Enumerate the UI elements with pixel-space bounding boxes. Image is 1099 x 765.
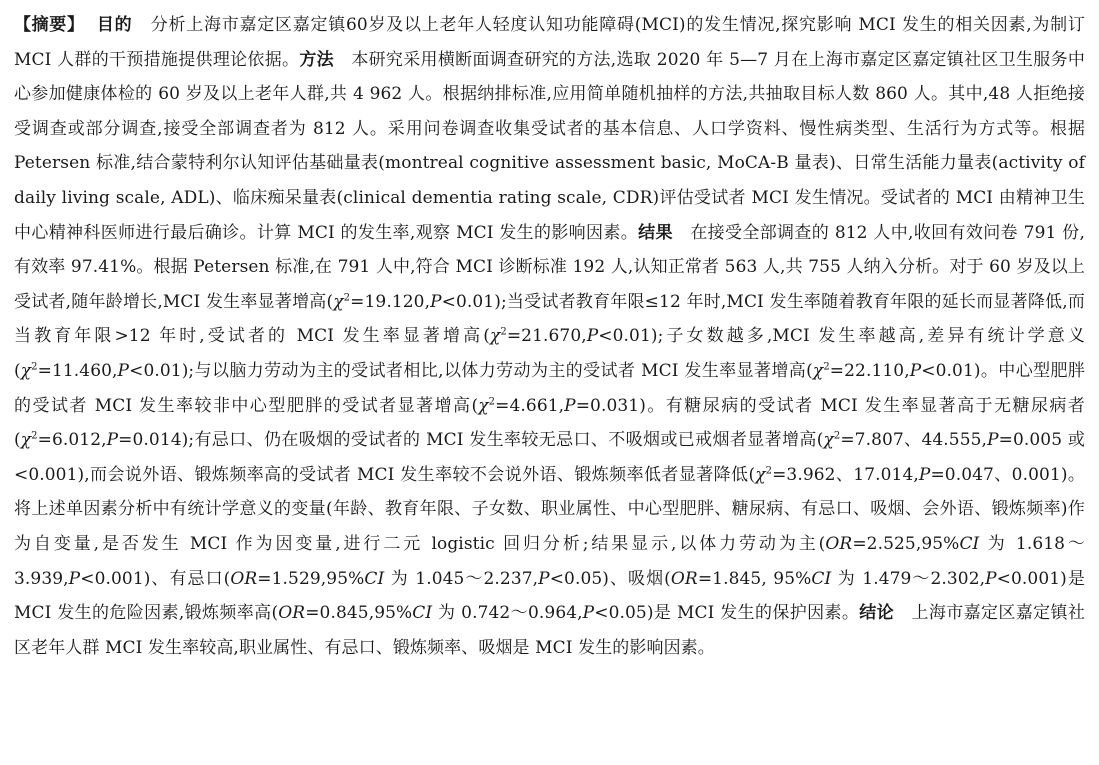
objective-text: 分析上海市嘉定区嘉定镇60岁及以上老年人轻度认知功能障碍(MCI)的发生情况,探究影响 MCI 发生的相关因素,为制订 MCI 人群的干预措施提供理论依据。 <box>14 15 1085 70</box>
results-text-3: <0.01);子女数越多,MCI 发生率越高,差异有统计学意义( <box>14 326 1085 381</box>
results-heading: 结果 <box>638 222 673 243</box>
methods-heading: 方法 <box>299 49 334 70</box>
chi-value-4: =22.110, <box>829 360 910 381</box>
chi-value-6: =6.012, <box>37 430 107 451</box>
chi-symbol: χ <box>489 326 501 347</box>
chi-value-7: =7.807、44.555, <box>840 430 988 451</box>
chi-superscript: 2 <box>765 465 773 477</box>
p-symbol: P <box>538 568 550 589</box>
chi-symbol: χ <box>20 430 32 451</box>
chi-value-8: =3.962、17.014, <box>772 464 919 485</box>
or-tail-2: <0.05)、吸烟( <box>549 568 671 589</box>
chi-value-2: =21.670, <box>506 326 587 347</box>
results-text-9: =0.047、0.001)。将上述单因素分析中有统计学意义的变量(年龄、教育年限、子女数、职业属性、中心型肥胖、糖尿病、有忌口、吸烟、会外语、锻炼频率)作为自变量,是否发生 MCI 作为因变量,进行二元 logistic 回归分析;结果显示,以体力劳动为主( <box>14 464 1085 554</box>
ci-symbol: CI <box>811 568 832 589</box>
or-value-3: =1.845, 95% <box>697 568 812 589</box>
or-value-2: =1.529,95% <box>257 568 365 589</box>
chi-value-5: =4.661, <box>495 395 565 416</box>
abstract-paragraph <box>14 8 1085 665</box>
objective-heading: 目的 <box>96 15 133 35</box>
ci-symbol: CI <box>364 568 385 589</box>
p-symbol: P <box>985 568 997 589</box>
ci-symbol: CI <box>959 533 980 554</box>
results-text-1: 在接受全部调查的 812 人中,收回有效问卷 791 份,有效率 97.41%。根据 Petersen 标准,在 791 人中,符合 MCI 诊断标准 192 人,认知正常者 563 人,共 755 人纳入分析。对于 60 岁及以上受试者,随年龄增长,MCI 发生率显著增高( <box>14 222 1086 312</box>
ci-symbol: CI <box>412 603 433 624</box>
p-symbol: P <box>106 430 119 451</box>
or-symbol: OR <box>670 568 698 589</box>
chi-superscript: 2 <box>823 361 830 373</box>
results-text-5: <0.01)。中心型肥胖的受试者 MCI 发生率较非中心型肥胖的受试者显著增高( <box>14 360 1085 416</box>
results-text-8: =0.005 或<0.001),而会说外语、锻炼频率高的受试者 MCI 发生率较不会说外语、锻炼频率低者显著降低( <box>14 430 1085 485</box>
or-symbol: OR <box>230 568 258 589</box>
or-symbol: OR <box>825 533 853 554</box>
chi-superscript: 2 <box>31 430 38 442</box>
chi-superscript: 2 <box>343 292 351 304</box>
chi-superscript: 2 <box>500 326 507 338</box>
conclusion-text: 上海市嘉定区嘉定镇社区老年人群 MCI 发生率较高,职业属性、有忌口、锻炼频率、吸烟是 MCI 发生的影响因素。 <box>14 603 1086 658</box>
or-value-1: =2.525,95% <box>852 533 960 554</box>
p-symbol: P <box>430 291 442 312</box>
chi-symbol: χ <box>333 291 344 312</box>
chi-superscript: 2 <box>488 395 496 407</box>
or-tail-3: <0.001)是 MCI 发生的危险因素,锻炼频率高( <box>14 568 1085 624</box>
p-symbol: P <box>918 464 931 485</box>
chi-symbol: χ <box>20 360 32 381</box>
or-value-4: =0.845,95% <box>305 603 413 624</box>
chi-value-1: =19.120, <box>350 291 431 312</box>
chi-symbol: χ <box>755 464 766 485</box>
chi-symbol: χ <box>823 430 834 451</box>
p-symbol: P <box>68 568 81 589</box>
or-symbol: OR <box>278 603 306 624</box>
p-symbol: P <box>586 326 599 347</box>
abstract-tag: 【摘要】 <box>14 15 85 35</box>
or-tail-1: <0.001)、有忌口( <box>80 568 231 589</box>
results-text-6: =0.031)。有糖尿病的受试者 MCI 发生率显著高于无糖尿病者( <box>14 395 1086 451</box>
p-symbol: P <box>909 360 922 381</box>
ci-range-4: 为 0.742～0.964, <box>432 603 583 624</box>
or-tail-4: <0.05)是 MCI 发生的保护因素。 <box>594 603 860 624</box>
p-symbol: P <box>117 360 130 381</box>
results-text-2: <0.01);当受试者教育年限≤12 年时,MCI 发生率随着教育年限的延长而显著降低,而当教育年限>12 年时,受试者的 MCI 发生率显著增高( <box>14 291 1085 347</box>
chi-symbol: χ <box>812 360 824 381</box>
p-symbol: P <box>582 603 595 624</box>
chi-superscript: 2 <box>31 361 38 373</box>
p-symbol: P <box>987 430 999 451</box>
methods-text: 本研究采用横断面调查研究的方法,选取 2020 年 5—7 月在上海市嘉定区嘉定镇社区卫生服务中心参加健康体检的 60 岁及以上老年人群,共 4 962 人。根据纳排标准,应用简单随机抽样的方法,共抽取目标人数 860 人。其中,48 人拒绝接受调查或部分调查,接受全部调查者为 812 人。采用问卷调查收集受试者的基本信息、人口学资料、慢性病类型、生活行为方式等。根据 Petersen 标准,结合蒙特利尔认知评估基础量表(montreal cognitive assessment basic, MoCA-B 量表)、日常生活能力量表(activity of daily living scale, ADL)、临床痴呆量表(clinical dementia rating scale, CDR)评估受试者 MCI 发生情况。受试者的 MCI 由精神卫生中心精神科医师进行最后确诊。计算 MCI 的发生率,观察 MCI 发生的影响因素。 <box>14 49 1085 243</box>
results-text-4: <0.01);与以脑力劳动为主的受试者相比,以体力劳动为主的受试者 MCI 发生率显著增高( <box>129 360 813 381</box>
ci-range-1: 为 1.618～3.939, <box>14 533 1085 589</box>
chi-value-3: =11.460, <box>37 360 118 381</box>
chi-superscript: 2 <box>833 430 841 442</box>
results-text-7: =0.014);有忌口、仍在吸烟的受试者的 MCI 发生率较无忌口、不吸烟或已戒烟者显著增高( <box>118 430 824 451</box>
p-symbol: P <box>564 395 576 416</box>
ci-range-3: 为 1.479～2.302, <box>831 568 986 589</box>
ci-range-2: 为 1.045～2.237, <box>384 568 539 589</box>
conclusion-heading: 结论 <box>859 603 894 624</box>
chi-symbol: χ <box>478 395 489 416</box>
